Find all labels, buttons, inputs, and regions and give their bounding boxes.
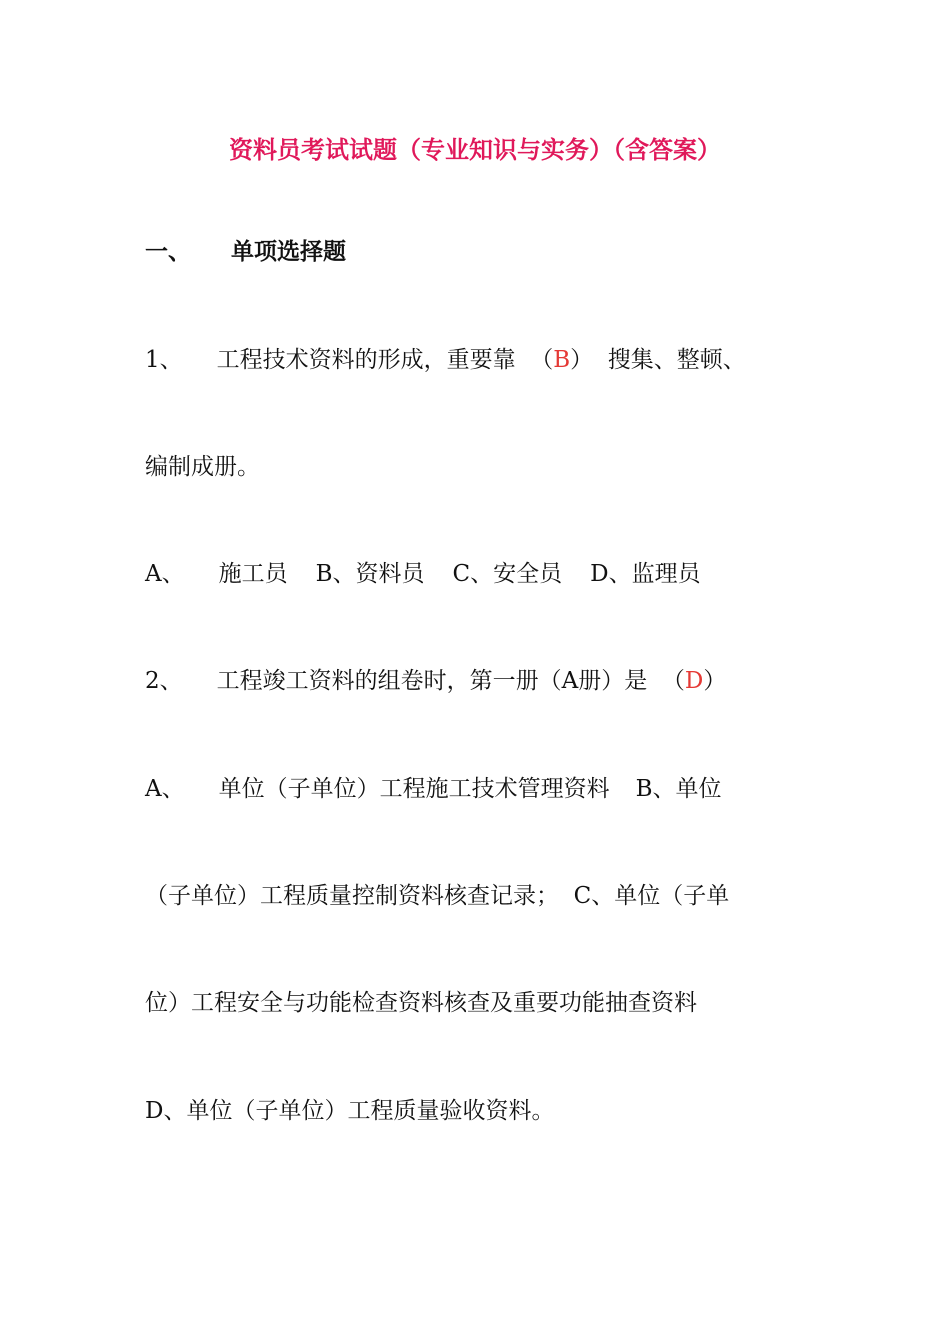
section-number: 一、: [145, 239, 191, 265]
question-2-option-c-rest: 位）工程安全与功能检查资料核查及重要功能抽查资料: [145, 990, 697, 1016]
question-2-option-d: D、单位（子单位）工程质量验收资料。: [145, 1098, 555, 1124]
question-2-answer: D: [684, 668, 704, 694]
question-2-option-a-label: A、: [145, 776, 185, 802]
question-2-option-c-start: C、单位（子单: [573, 883, 730, 909]
question-1-option-b: B、资料员: [315, 561, 425, 587]
question-2-options-line-3: [145, 988, 697, 1018]
document-title: 资料员考试试题（专业知识与实务）（含答案）: [229, 136, 721, 164]
question-1-option-c: C、安全员: [452, 561, 563, 587]
question-2-paren-open: （: [661, 668, 685, 694]
question-2-options-line-1: [145, 774, 722, 804]
question-1-option-a: 施工员: [218, 561, 288, 587]
question-1-options: [145, 559, 701, 589]
question-2-options-line-4: [145, 1096, 554, 1126]
question-1-text-continued: 编制成册。: [145, 454, 260, 480]
question-1-text-after: 搜集、整顿、: [607, 347, 746, 373]
question-1-text: 工程技术资料的形成，重要靠: [216, 347, 516, 373]
question-2-text: 工程竣工资料的组卷时，第一册（A册）是: [216, 668, 648, 694]
section-label: 单项选择题: [231, 239, 346, 265]
question-2-option-a: 单位（子单位）工程施工技术管理资料: [218, 776, 610, 802]
question-2-number: 2、: [145, 668, 183, 694]
question-1-paren-open: （: [530, 347, 554, 373]
question-1-number: 1、: [145, 347, 183, 373]
question-2-line-1: [145, 666, 726, 696]
question-1-line-1: [145, 345, 746, 375]
question-2-option-b-rest: （子单位）工程质量控制资料核查记录；: [145, 883, 559, 909]
question-2-option-b-start: B、单位: [635, 776, 722, 802]
question-1-answer: B: [553, 347, 571, 373]
question-2-options-line-2: [145, 881, 729, 911]
question-2-paren-close: ）: [703, 668, 727, 694]
question-1-paren-close: ）: [570, 347, 594, 373]
question-1-option-d: D、监理员: [590, 561, 701, 587]
section-heading: [145, 237, 346, 267]
question-1-option-a-label: A、: [145, 561, 185, 587]
question-1-line-2: [145, 452, 260, 482]
